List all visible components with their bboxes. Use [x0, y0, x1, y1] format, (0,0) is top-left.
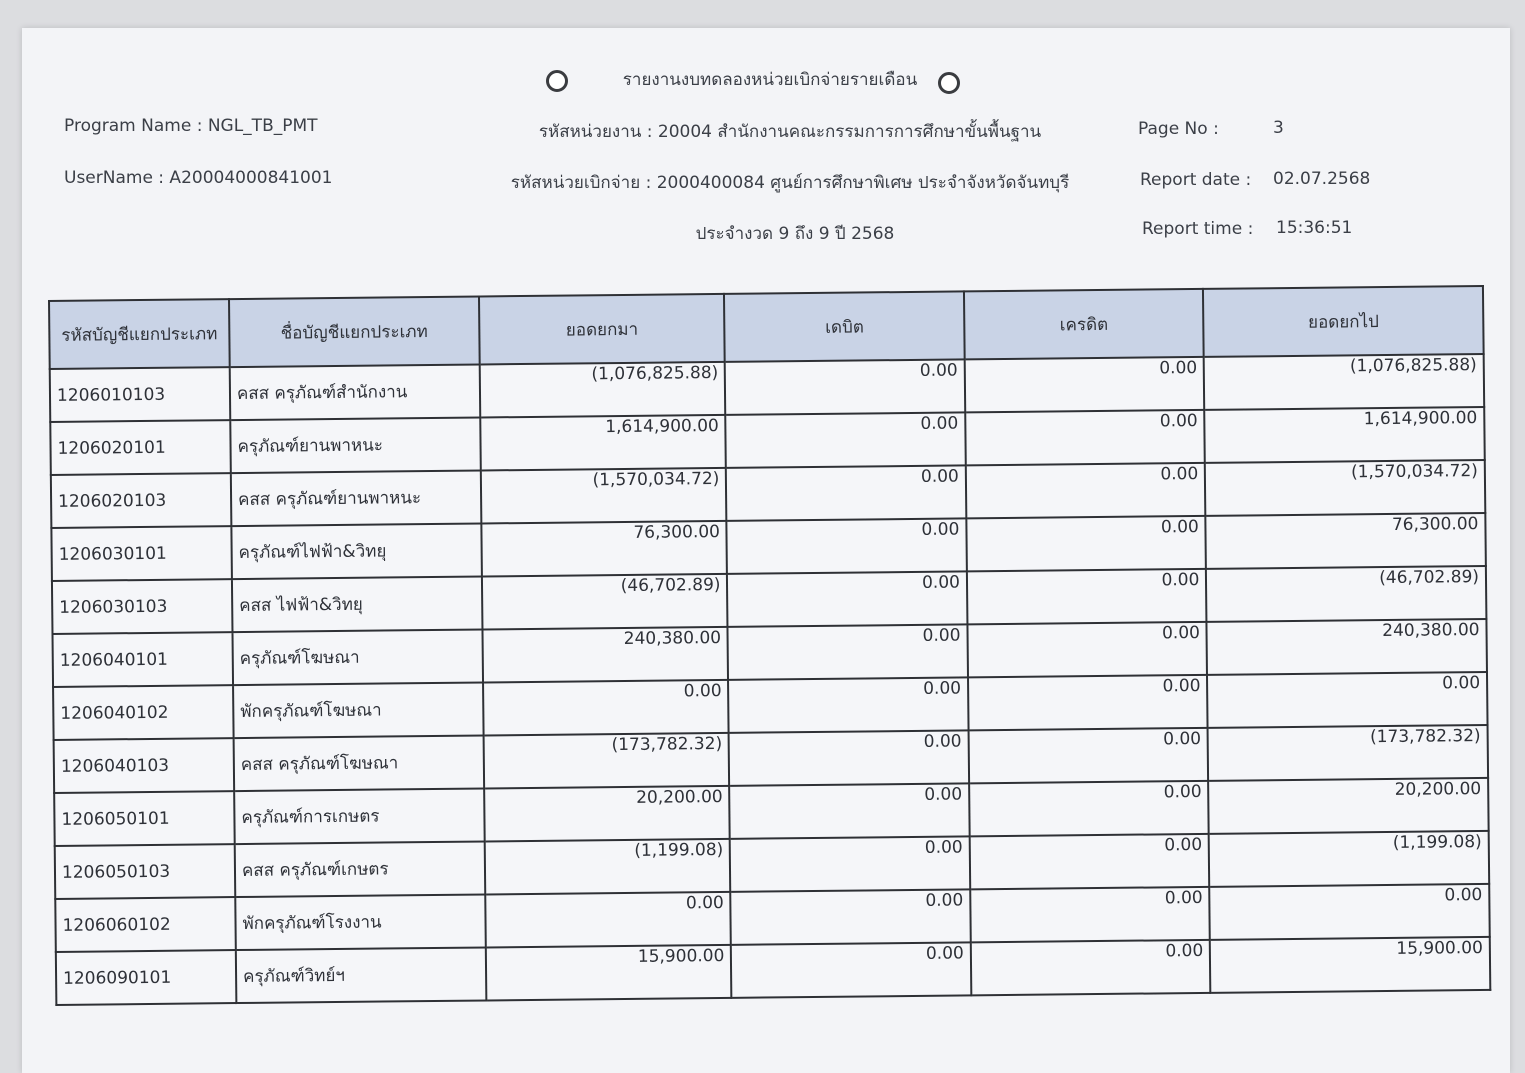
debit-cell: 0.00: [727, 571, 967, 627]
agency-code: รหัสหน่วยงาน : 20004 สำนักงานคณะกรรมการการศึกษาขั้นพื้นฐาน: [538, 122, 1042, 142]
trial-balance-table: [48, 285, 1491, 1006]
account-code-cell: 1206040101: [52, 632, 233, 687]
report-time-value: 15:36:51: [1276, 218, 1353, 238]
column-header-credit: เครดิต: [964, 289, 1204, 360]
closing-balance-cell: 76,300.00: [1206, 513, 1486, 569]
closing-balance-cell: 0.00: [1207, 672, 1487, 728]
opening-balance-cell: (1,076,825.88): [479, 362, 725, 418]
credit-cell: 0.00: [970, 834, 1210, 890]
table-body: [50, 354, 1491, 1005]
credit-cell: 0.00: [971, 940, 1211, 996]
column-header-account-code: รหัสบัญชีแยกประเภท: [49, 299, 230, 369]
debit-cell: 0.00: [730, 783, 970, 839]
program-name: Program Name : NGL_TB_PMT: [64, 116, 318, 136]
account-name-cell: พักครุภัณฑ์โฆษณา: [233, 682, 483, 738]
account-code-cell: 1206020101: [50, 420, 231, 475]
column-header-closing-balance: ยอดยกไป: [1203, 286, 1483, 357]
credit-cell: 0.00: [968, 728, 1208, 784]
account-code-cell: 1206040103: [54, 738, 235, 793]
closing-balance-cell: 0.00: [1210, 884, 1490, 940]
account-code-cell: 1206010103: [50, 367, 231, 422]
account-name-cell: ครุภัณฑ์การเกษตร: [234, 788, 484, 844]
opening-balance-cell: 1,614,900.00: [480, 415, 726, 471]
opening-balance-cell: 240,380.00: [482, 627, 728, 683]
debit-cell: 0.00: [729, 730, 969, 786]
closing-balance-cell: (1,570,034.72): [1205, 460, 1485, 516]
account-code-cell: 1206090101: [56, 950, 237, 1005]
credit-cell: 0.00: [965, 357, 1205, 413]
user-name: UserName : A20004000841001: [64, 168, 333, 188]
opening-balance-cell: 20,200.00: [484, 786, 730, 842]
closing-balance-cell: (46,702.89): [1206, 566, 1486, 622]
credit-cell: 0.00: [965, 410, 1205, 466]
closing-balance-cell: 1,614,900.00: [1205, 407, 1485, 463]
account-name-cell: ครุภัณฑ์ไฟฟ้า&วิทยุ: [231, 523, 481, 579]
closing-balance-cell: 240,380.00: [1207, 619, 1487, 675]
closing-balance-cell: (1,076,825.88): [1204, 354, 1484, 410]
opening-balance-cell: 0.00: [485, 892, 731, 948]
page-no-label: Page No :: [1138, 119, 1219, 139]
column-header-debit: เดบิต: [724, 291, 964, 362]
opening-balance-cell: (1,570,034.72): [481, 468, 727, 524]
report-date-value: 02.07.2568: [1273, 169, 1371, 189]
account-name-cell: คสส ครุภัณฑ์โฆษณา: [234, 735, 484, 791]
opening-balance-cell: 15,900.00: [486, 945, 732, 1001]
column-header-account-name: ชื่อบัญชีแยกประเภท: [229, 296, 480, 367]
report-date-label: Report date :: [1140, 170, 1252, 190]
account-code-cell: 1206060102: [55, 897, 236, 952]
report-period: ประจำงวด 9 ถึง 9 ปี 2568: [695, 224, 895, 244]
debit-cell: 0.00: [726, 465, 966, 521]
account-name-cell: ครุภัณฑ์วิทย์ฯ: [236, 947, 486, 1003]
disbursement-unit: รหัสหน่วยเบิกจ่าย : 2000400084 ศูนย์การศึกษาพิเศษ ประจำจังหวัดจันทบุรี: [510, 173, 1070, 193]
debit-cell: 0.00: [731, 889, 971, 945]
account-name-cell: คสส ครุภัณฑ์สำนักงาน: [230, 364, 480, 420]
closing-balance-cell: (1,199.08): [1209, 831, 1489, 887]
account-name-cell: คสส ครุภัณฑ์เกษตร: [235, 841, 485, 897]
debit-cell: 0.00: [730, 836, 970, 892]
account-name-cell: ครุภัณฑ์ยานพาหนะ: [230, 417, 480, 473]
credit-cell: 0.00: [966, 463, 1206, 519]
account-code-cell: 1206040102: [53, 685, 234, 740]
report-time-label: Report time :: [1142, 219, 1254, 239]
opening-balance-cell: (1,199.08): [484, 839, 730, 895]
closing-balance-cell: 15,900.00: [1210, 937, 1490, 993]
account-code-cell: 1206030101: [51, 526, 232, 581]
closing-balance-cell: (173,782.32): [1208, 725, 1488, 781]
credit-cell: 0.00: [969, 781, 1209, 837]
debit-cell: 0.00: [731, 942, 971, 998]
debit-cell: 0.00: [728, 677, 968, 733]
debit-cell: 0.00: [727, 518, 967, 574]
debit-cell: 0.00: [726, 412, 966, 468]
debit-cell: 0.00: [725, 359, 965, 415]
page-no-value: 3: [1273, 118, 1284, 138]
account-code-cell: 1206030103: [52, 579, 233, 634]
debit-cell: 0.00: [728, 624, 968, 680]
account-code-cell: 1206020103: [51, 473, 232, 528]
account-name-cell: คสส ครุภัณฑ์ยานพาหนะ: [231, 470, 481, 526]
credit-cell: 0.00: [966, 516, 1206, 572]
credit-cell: 0.00: [968, 675, 1208, 731]
report-title: รายงานงบทดลองหน่วยเบิกจ่ายรายเดือน: [622, 70, 918, 90]
closing-balance-cell: 20,200.00: [1208, 778, 1488, 834]
account-code-cell: 1206050103: [55, 844, 236, 899]
credit-cell: 0.00: [967, 622, 1207, 678]
opening-balance-cell: (173,782.32): [483, 733, 729, 789]
column-header-opening-balance: ยอดยกมา: [479, 294, 725, 365]
credit-cell: 0.00: [970, 887, 1210, 943]
account-name-cell: พักครุภัณฑ์โรงงาน: [235, 894, 485, 950]
account-name-cell: ครุภัณฑ์โฆษณา: [232, 629, 482, 685]
opening-balance-cell: 0.00: [483, 680, 729, 736]
account-name-cell: คสส ไฟฟ้า&วิทยุ: [232, 576, 482, 632]
credit-cell: 0.00: [967, 569, 1207, 625]
opening-balance-cell: (46,702.89): [482, 574, 728, 630]
account-code-cell: 1206050101: [54, 791, 235, 846]
opening-balance-cell: 76,300.00: [481, 521, 727, 577]
